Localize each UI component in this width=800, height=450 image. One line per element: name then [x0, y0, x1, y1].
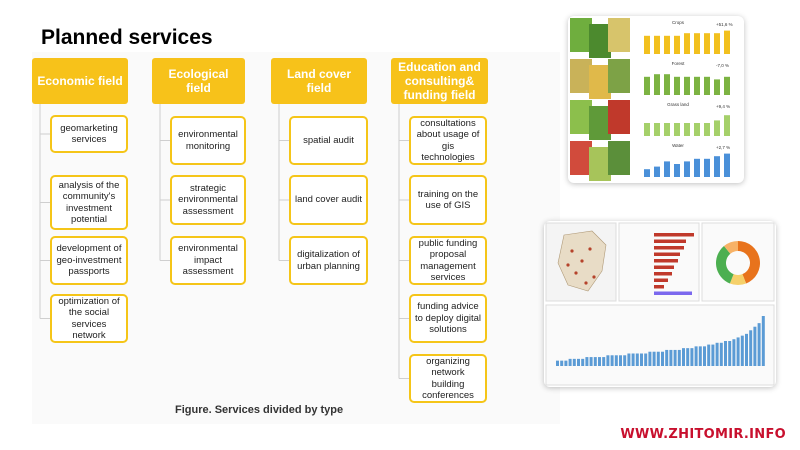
bar [674, 164, 680, 177]
bar [657, 352, 660, 366]
bar [678, 350, 681, 366]
hbar [654, 240, 686, 244]
bar [665, 350, 668, 366]
page-title: Planned services [41, 26, 213, 49]
service-box: environmental monitoring [170, 116, 246, 165]
map-tile [608, 18, 630, 52]
bar [714, 79, 720, 95]
bar [590, 357, 593, 366]
bar [694, 123, 700, 136]
bar [615, 355, 618, 366]
service-box: organizing network building conferences [409, 354, 487, 403]
land-cover-charts-thumbnail [568, 16, 744, 183]
bar [664, 123, 670, 136]
map-tile [589, 106, 611, 140]
bar [694, 33, 700, 54]
bar [695, 346, 698, 366]
map-tile [570, 59, 592, 93]
service-box: digitalization of urban planning [289, 236, 368, 285]
map-tile [570, 141, 592, 175]
bar [664, 161, 670, 177]
bar [714, 33, 720, 54]
bar [684, 123, 690, 136]
map-marker [566, 263, 569, 266]
bar [664, 74, 670, 95]
bar [644, 169, 650, 177]
bar [714, 120, 720, 136]
bar [648, 352, 651, 366]
bar [707, 345, 710, 366]
bar [741, 336, 744, 366]
dashboard-thumbnail [544, 221, 776, 387]
series-badge: +51,6 % [716, 22, 733, 27]
bar [602, 357, 605, 366]
bar [623, 355, 626, 366]
bar [654, 167, 660, 177]
service-box: training on the use of GIS [409, 175, 487, 225]
bar [644, 36, 650, 54]
bar [704, 159, 710, 177]
hbar [654, 285, 664, 289]
map-tile [608, 100, 630, 134]
bar [704, 33, 710, 54]
map-marker [580, 259, 583, 262]
map-tile [589, 65, 611, 99]
bar [682, 348, 685, 366]
bar [556, 361, 559, 366]
bar [686, 348, 689, 366]
map-marker [588, 247, 591, 250]
map-marker [592, 275, 595, 278]
bar [724, 341, 727, 366]
map-tile [608, 141, 630, 175]
service-box: geomarketing services [50, 115, 128, 153]
bar [758, 323, 761, 366]
map-marker [574, 271, 577, 274]
category-header: Economic field [32, 58, 128, 104]
bar [569, 359, 572, 366]
hbar [654, 292, 692, 296]
bar [714, 156, 720, 177]
bar [724, 31, 730, 54]
hbar [654, 253, 680, 257]
service-box: optimization of the social services network [50, 294, 128, 343]
map-tile [589, 24, 611, 58]
bar [753, 327, 756, 366]
hbar [654, 259, 678, 263]
category-header: Education and consulting& funding field [391, 58, 488, 104]
service-box: consultations about usage of gis technologies [409, 116, 487, 165]
bar [598, 357, 601, 366]
bar [674, 350, 677, 366]
bar [716, 343, 719, 366]
bar [669, 350, 672, 366]
map-tile [589, 147, 611, 181]
bar [653, 352, 656, 366]
bar [611, 355, 614, 366]
bar [640, 354, 643, 367]
bar [664, 36, 670, 54]
map-tile [608, 59, 630, 93]
bar [577, 359, 580, 366]
bar [704, 123, 710, 136]
bar [745, 334, 748, 366]
series-title: Forest [671, 61, 685, 66]
service-box: funding advice to deploy digital solutions [409, 294, 487, 343]
series-title: Grass land [667, 102, 689, 107]
bar [720, 343, 723, 366]
bar [737, 337, 740, 366]
category-header: Land cover field [271, 58, 367, 104]
bar [694, 159, 700, 177]
bar [674, 36, 680, 54]
bar-panel [546, 305, 774, 385]
bar [711, 345, 714, 366]
bar [654, 123, 660, 136]
bar [732, 339, 735, 366]
figure-caption: Figure. Services divided by type [175, 404, 344, 416]
bar [581, 359, 584, 366]
bar [632, 354, 635, 367]
series-badge: +2,7 % [716, 145, 731, 150]
map-marker [570, 249, 573, 252]
bar [703, 346, 706, 366]
hbar [654, 266, 674, 270]
bar [636, 354, 639, 367]
bar [606, 355, 609, 366]
map-tile [570, 18, 592, 52]
hbar [654, 246, 684, 250]
bar [594, 357, 597, 366]
dashboard-chart [544, 221, 776, 387]
series-title: Water [672, 143, 684, 148]
service-box: public funding proposal management services [409, 236, 487, 285]
donut-panel [702, 223, 774, 301]
bar [654, 74, 660, 95]
bar [699, 346, 702, 366]
bar [627, 354, 630, 367]
bar [728, 341, 731, 366]
map-tile [570, 100, 592, 134]
bar [619, 355, 622, 366]
bar [560, 361, 563, 366]
bar [661, 352, 664, 366]
hbar [654, 272, 672, 276]
bar [694, 77, 700, 95]
series-badge: -7,0 % [716, 63, 730, 68]
bar [564, 361, 567, 366]
bar [684, 77, 690, 95]
series-badge: +9,4 % [716, 104, 731, 109]
hbar [654, 233, 694, 237]
bar [654, 36, 660, 54]
bar [585, 357, 588, 366]
bar [690, 348, 693, 366]
map-marker [584, 281, 587, 284]
bar [573, 359, 576, 366]
bar [684, 33, 690, 54]
service-box: strategic environmental assessment [170, 175, 246, 225]
bar [644, 77, 650, 95]
bar [724, 77, 730, 95]
land-cover-charts [568, 16, 744, 183]
category-header: Ecological field [152, 58, 245, 104]
bar [684, 161, 690, 177]
bar [644, 354, 647, 367]
bar [674, 123, 680, 136]
service-box: development of geo-investment passports [50, 236, 128, 285]
bar [724, 154, 730, 177]
service-box: analysis of the community's investment potential [50, 175, 128, 230]
hbar [654, 279, 668, 283]
service-box: environmental impact assessment [170, 236, 246, 285]
bar [749, 330, 752, 366]
bar [724, 115, 730, 136]
service-box: spatial audit [289, 116, 368, 165]
bar [704, 77, 710, 95]
bar [644, 123, 650, 136]
watermark: WWW.ZHITOMIR.INFO [620, 427, 786, 442]
service-box: land cover audit [289, 175, 368, 225]
series-title: Crops [671, 20, 685, 25]
bar [762, 316, 765, 366]
bar [674, 77, 680, 95]
